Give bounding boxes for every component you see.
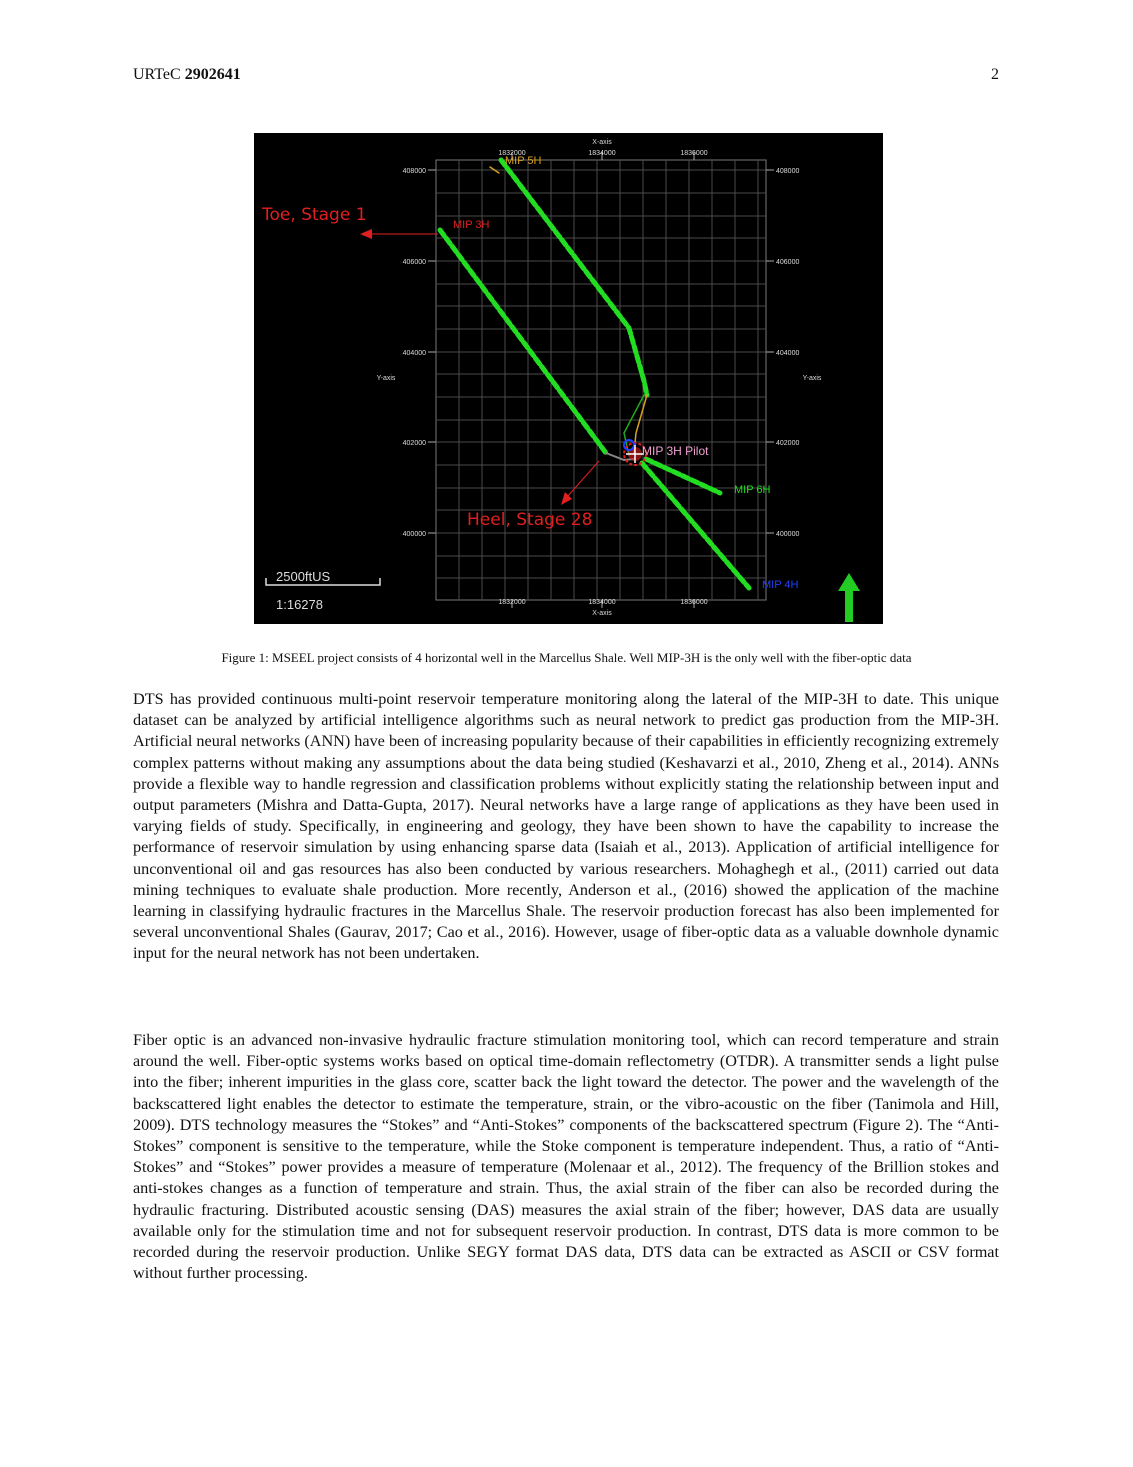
figure-caption: Figure 1: MSEEL project consists of 4 horizontal well in the Marcellus Shale. Well MIP-3H is the only well with the fiber-optic data	[221, 650, 912, 665]
scale-bar	[266, 569, 380, 612]
scale-bar-label: 2500ftUS	[276, 569, 331, 584]
y-tick-left-4: 402000	[402, 440, 426, 447]
y-axis-label-right: Y-axis	[802, 375, 822, 382]
label-mip3h-pilot: MIP 3H Pilot	[642, 444, 709, 458]
well-map-svg	[254, 133, 883, 624]
toe-label: Toe, Stage 1	[262, 205, 367, 225]
y-tick-right-2: 406000	[776, 259, 800, 266]
body-paragraph-1: DTS has provided continuous multi-point reservoir temperature monitoring along the lateral of the MIP-3H to date. This unique dataset can be analyzed by artificial intelligence algorithms such as neural network to predict gas production from the MIP-3H. Artificial neural networks (ANN) have been of increasing popularity because of their capabilities in efficiently recognizing extremely complex patterns without making any assumptions about the data being studied (Keshavarzi et al., 2010, Zheng et al., 2014). ANNs provide a flexible way to handle regression and classification problems without explicitly stating the relationship between input and output parameters (Mishra and Datta-Gupta, 2017). Neural networks have a large range of applications as they have been used in varying fields of study. Specifically, in engineering and geology, they have been shown to have the capability to increase the performance of reservoir simulation by using enhancing sparse data (Isaiah et al., 2013). Application of artificial intelligence for unconventional oil and gas resources has also been conducted by various researchers. Mohaghegh et al., (2011) carried out data mining techniques to evaluate shale production. More recently, Anderson et al., (2016) showed the application of the machine learning in classifying hydraulic fractures in the Marcellus Shale. The reservoir production forecast has also been implemented for several unconventional Shales (Gaurav, 2017; Cao et al., 2016). However, usage of fiber-optic data as a valuable downhole dynamic input for the neural network has not been undertaken.	[133, 690, 999, 963]
x-tick-top-1: 1832000	[498, 150, 526, 157]
y-axis-label-left: Y-axis	[376, 375, 396, 382]
y-tick-left-3: 404000	[402, 350, 426, 357]
toe-annotation	[261, 205, 438, 239]
north-arrow-icon	[838, 573, 860, 622]
y-tick-right-4: 402000	[776, 440, 800, 447]
body-paragraph-2: Fiber optic is an advanced non-invasive hydraulic fracture stimulation monitoring tool, which can record temperature and strain around the well. Fiber-optic systems works based on optical time-domain reflectometry (OTDR). A transmitter sends a light pulse into the fiber; inherent impurities in the glass core, scatter back the light toward the detector. The power and the wavelength of the backscattered light enables the detector to estimate the temperature, strain, or the vibro-acoustic on the fiber (Tanimola and Hill, 2009). DTS technology measures the “Stokes” and “Anti-Stokes” components of the backscattered spectrum (Figure 2). The “Anti-Stokes” component is sensitive to the temperature, while the Stoke component is temperature independent. Thus, a ratio of “Anti-Stokes” and “Stokes” power provides a measure of temperature (Molenaar et al., 2012). The frequency of the Brillion stokes and anti-stokes changes as a function of temperature and strain. Thus, the axial strain of the fiber can also be recorded during the hydraulic fracturing. Distributed acoustic sensing (DAS) measures the axial strain of the fiber; however, DAS data are usually available only for the stimulation time and not for subsequent reservoir production. In contrast, DTS data is more common to be recorded during the reservoir production. Unlike SEGY format DAS data, DTS data can be extracted as ASCII or CSV format without further processing.	[133, 1031, 999, 1283]
page-number: 2	[991, 66, 999, 83]
label-mip6h: MIP 6H	[734, 484, 771, 496]
y-tick-right-5: 400000	[776, 531, 800, 538]
conference-name: URTeC	[133, 66, 181, 83]
x-tick-top-2: 1834000	[588, 150, 616, 157]
x-axis-label-top: X-axis	[592, 139, 612, 146]
y-tick-right-1: 408000	[776, 168, 800, 175]
label-mip4h: MIP 4H	[762, 579, 799, 591]
x-tick-bottom-3: 1836000	[680, 599, 708, 606]
y-tick-left-1: 408000	[402, 168, 426, 175]
x-axis-label-bottom: X-axis	[592, 610, 612, 617]
x-tick-top-3: 1836000	[680, 150, 708, 157]
heel-label: Heel, Stage 28	[467, 510, 593, 530]
heel-annotation	[467, 461, 599, 530]
paper-id	[133, 66, 241, 84]
well-map-figure	[254, 133, 883, 624]
label-mip3h: MIP 3H	[453, 219, 490, 231]
page-header	[133, 66, 999, 88]
label-mip5h: MIP 5H	[505, 155, 542, 167]
paper-number: 2902641	[184, 66, 241, 83]
y-tick-left-2: 406000	[402, 259, 426, 266]
y-tick-left-5: 400000	[402, 531, 426, 538]
map-scale-label: 1:16278	[276, 597, 323, 612]
x-tick-bottom-1: 1832000	[498, 599, 526, 606]
x-tick-bottom-2: 1834000	[588, 599, 616, 606]
y-tick-right-3: 404000	[776, 350, 800, 357]
